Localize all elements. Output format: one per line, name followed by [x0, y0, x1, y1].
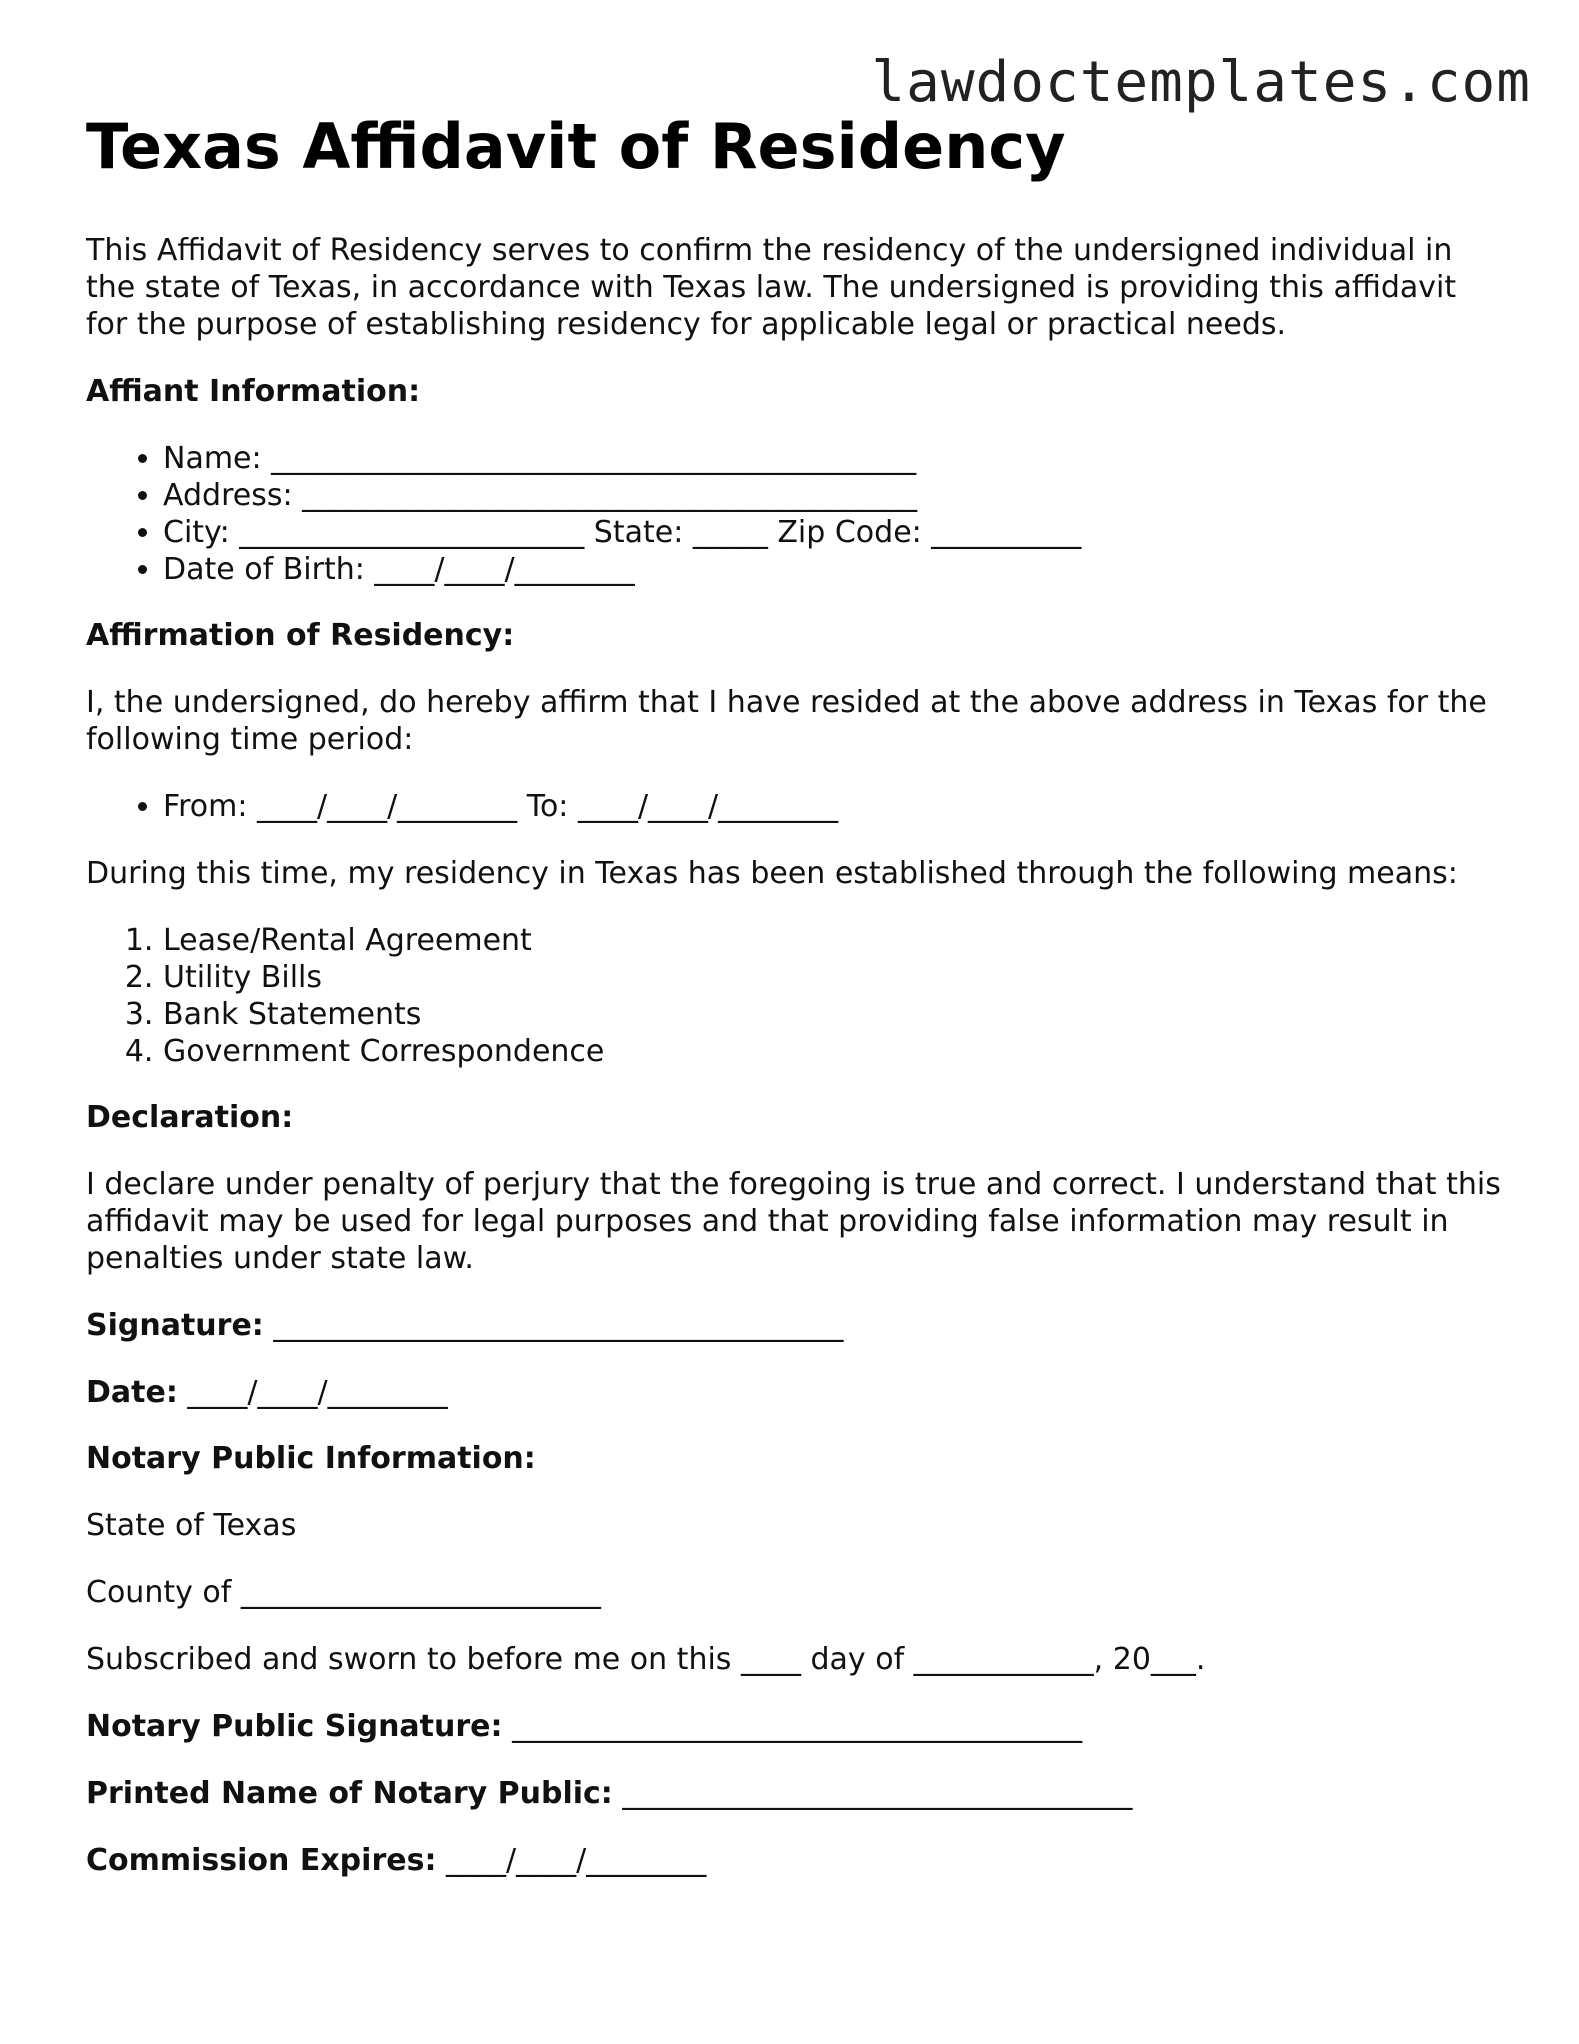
commission-expires-blank: ____/____/________ [445, 1843, 707, 1878]
means-item: 2. Utility Bills [163, 959, 1506, 996]
means-item: 3. Bank Statements [163, 996, 1506, 1033]
notary-state: State of Texas [86, 1508, 297, 1543]
period-list [86, 788, 1506, 825]
affirmation-heading: Affirmation of Residency: [86, 618, 515, 653]
declaration-paragraph: I declare under penalty of perjury that the foregoing is true and correct. I understand that this affidavit may be used for legal purposes and that providing false information may result in penalties under state law. [86, 1167, 1501, 1276]
means-paragraph: During this time, my residency in Texas has been established through the following means: [86, 856, 1458, 891]
commission-expires-line [86, 1842, 1506, 1879]
document-title: Texas Affidavit of Residency [86, 110, 1066, 183]
period-from-to-field: • From: ____/____/________ To: ____/____/________ [163, 788, 1506, 825]
notary-county: County of ________________________ [86, 1575, 601, 1610]
affiant-address-field: • Address: _________________________________________ [163, 477, 1506, 514]
date-line [86, 1374, 1506, 1411]
affiant-list [86, 440, 1506, 588]
document-page [86, 106, 1506, 1879]
means-item: 4. Government Correspondence [163, 1033, 1506, 1070]
affiant-dob-field: • Date of Birth: ____/____/________ [163, 551, 1506, 588]
watermark: lawdoctemplates.com [871, 50, 1531, 115]
affiant-heading: Affiant Information: [86, 374, 421, 409]
intro-paragraph: This Affidavit of Residency serves to confirm the residency of the undersigned individual in the state of Texas, in accordance with Texas law. The undersigned is providing this affidavit for the purpose of establishing residency for applicable legal or practical needs. [86, 233, 1457, 342]
notary-printed-name-line [86, 1775, 1506, 1812]
declaration-heading: Declaration: [86, 1100, 294, 1135]
date-label: Date: [86, 1375, 178, 1410]
notary-printed-name-label: Printed Name of Notary Public: [86, 1776, 613, 1811]
notary-signature-blank: ______________________________________ [512, 1709, 1083, 1744]
notary-sworn-statement: Subscribed and sworn to before me on this ____ day of ____________, 20___. [86, 1642, 1206, 1677]
signature-label: Signature: [86, 1308, 264, 1343]
affirmation-paragraph: I, the undersigned, do hereby affirm that I have resided at the above address in Texas for the following time period: [86, 685, 1487, 757]
notary-signature-label: Notary Public Signature: [86, 1709, 503, 1744]
means-item: 1. Lease/Rental Agreement [163, 922, 1506, 959]
means-list [86, 922, 1506, 1070]
commission-expires-label: Commission Expires: [86, 1843, 437, 1878]
notary-signature-line [86, 1708, 1506, 1745]
affiant-city-state-zip-field: • City: _______________________ State: _____ Zip Code: __________ [163, 514, 1506, 551]
affiant-name-field: • Name: ___________________________________________ [163, 440, 1506, 477]
date-blank: ____/____/________ [187, 1375, 448, 1410]
notary-printed-name-blank: __________________________________ [622, 1776, 1133, 1811]
notary-heading: Notary Public Information: [86, 1441, 536, 1476]
signature-blank: ______________________________________ [273, 1308, 844, 1343]
signature-line [86, 1307, 1506, 1344]
